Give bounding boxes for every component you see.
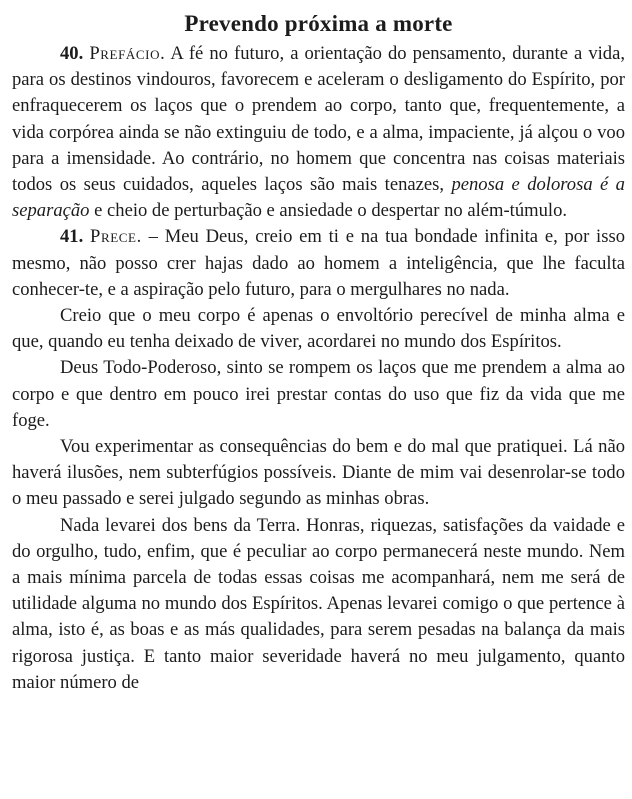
paragraph: Nada levarei dos bens da Terra. Honras, riquezas, satisfações da vaidade e do orgulho, tudo, enfim, que é peculiar ao corpo permanecerá neste mundo. Nem a mais mínima parcela de todas essas coisas me acompanhará, nem me será de utilidade alguma no mundo dos Espíritos. Apenas levarei comigo o que pertence à alma, isto é, as boas e as más qualidades, para serem pesadas na balança da mais rigorosa justiça. E tanto maior severidade haverá no meu julgamento, quanto maior número de [12,514,625,693]
item-number: 40. [60,43,84,64]
paragraph-text: – Meu Deus, creio em ti e na tua bondade infinita e, por isso mesmo, não posso crer hajas dado ao homem a inteligência, que lhe faculta conhecer-te, e a aspiração pelo futuro, para o mergulhares no nada. [12,226,625,300]
paragraph: Creio que o meu corpo é apenas o envoltório perecível de minha alma e que, quando eu tenha deixado de viver, acordarei no mundo dos Espíritos. [12,305,625,353]
section-title: Prevendo próxima a morte [184,11,453,36]
paragraph-text: A fé no futuro, a orientação do pensamento, durante a vida, para os destinos vindouros, favorecem e aceleram o desligamento do Espírito, por enfraquecerem os laços que o prendem ao corpo, tanto que, frequentemente, a vida corpórea ainda se não extinguiu de todo, e a alma, impaciente, já alçou o voo para a imensidade. Ao contrário, no homem que concentra nas coisas materiais todos os seus cuidados, aqueles laços são mais tenazes, [12,43,625,196]
item-label: Prece. [90,226,142,248]
emphasis-text: penosa e dolorosa é a separação [12,174,625,222]
paragraph-41 [12,224,625,303]
paragraph: Deus Todo-Poderoso, sinto se rompem os laços que me prendem a alma ao corpo e que dentro em pouco irei prestar contas do uso que fiz da vida que me foge. [12,357,625,431]
paragraph: Vou experimentar as consequências do bem e do mal que pratiquei. Lá não haverá ilusões, nem subterfúgios possíveis. Diante de mim vai desenrolar-se todo o meu passado e serei julgado segundo as minhas obras. [12,436,625,510]
body-text [12,41,625,696]
paragraph-text: e cheio de perturbação e ansiedade o despertar no além-túmulo. [89,200,568,222]
paragraph-40 [12,41,625,224]
item-number: 41. [60,226,84,248]
item-label: Prefácio. [89,43,166,64]
